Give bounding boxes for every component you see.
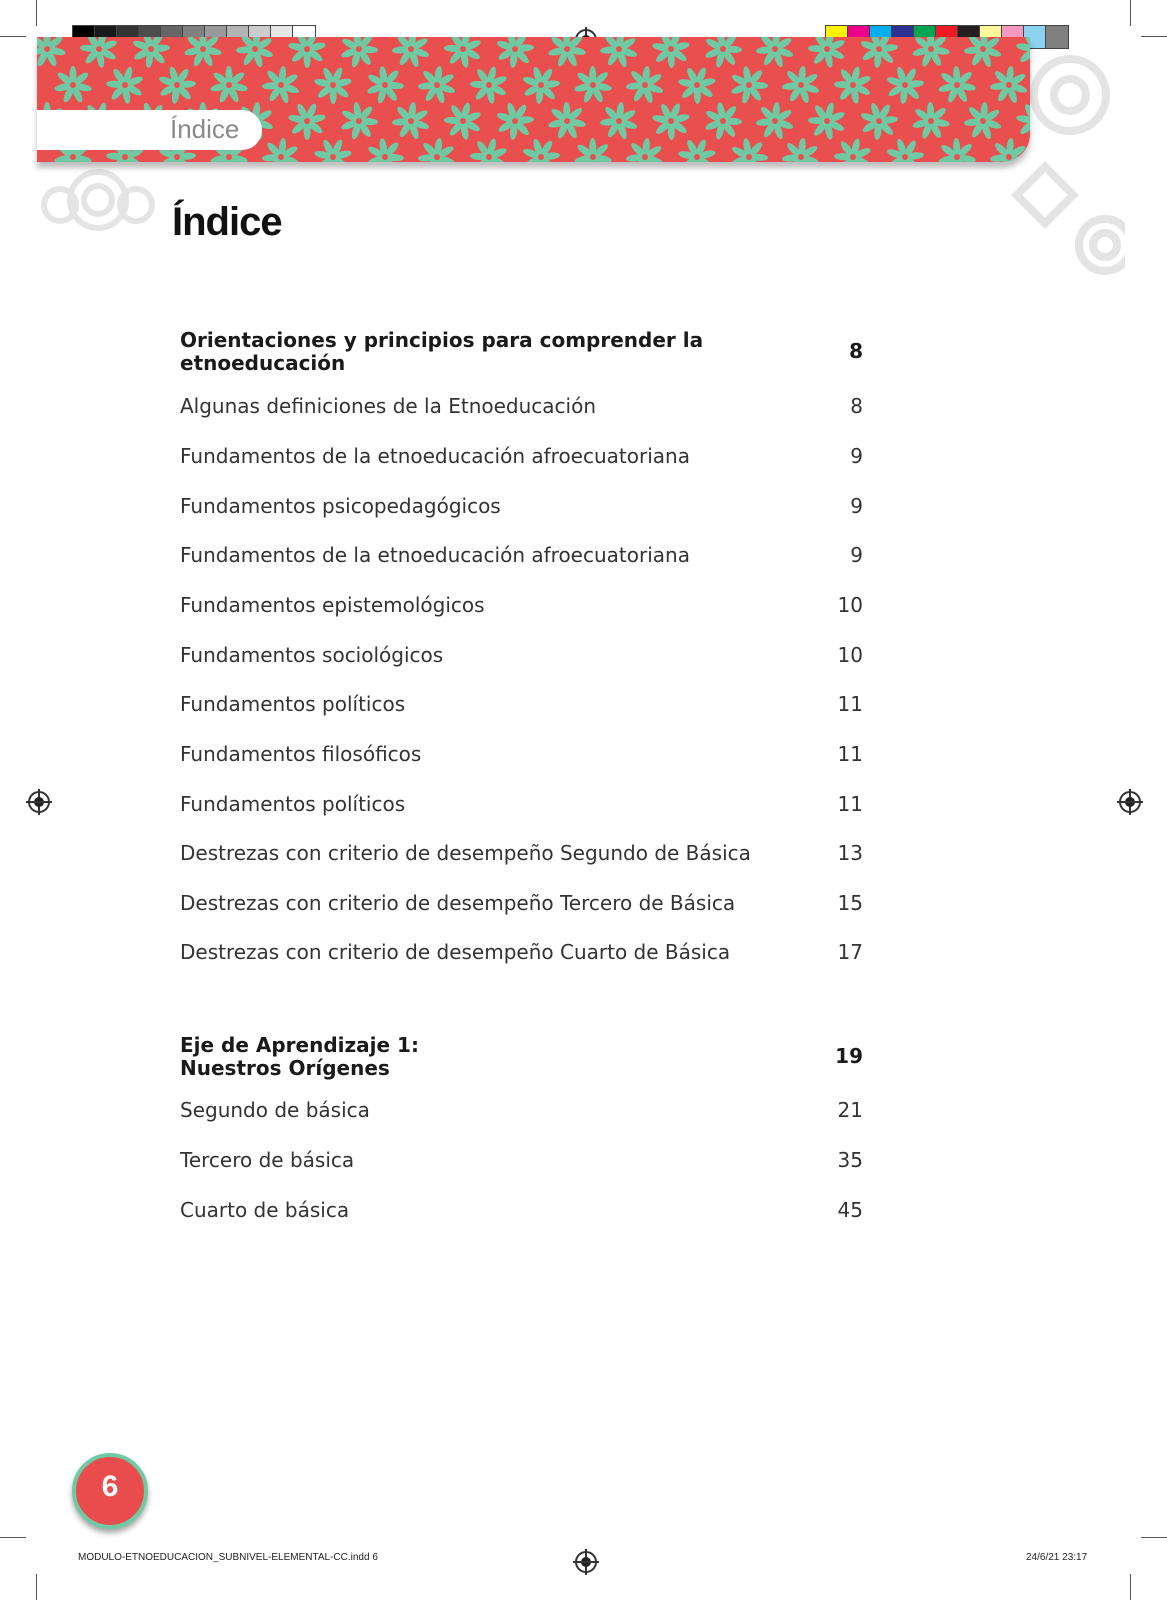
flower-icon xyxy=(804,98,851,144)
toc-heading-page: 8 xyxy=(849,339,863,363)
flower-icon xyxy=(259,63,302,106)
toc-item[interactable] xyxy=(180,394,863,418)
flower-icon xyxy=(830,134,877,162)
toc-item-page: 13 xyxy=(837,841,863,865)
toc-heading-line: Nuestros Orígenes xyxy=(180,1056,390,1080)
flower-icon xyxy=(566,58,620,112)
toc-item-page: 9 xyxy=(850,444,863,468)
toc-item-page: 11 xyxy=(837,742,863,766)
flower-icon xyxy=(411,131,463,162)
registration-mark-icon xyxy=(1119,791,1141,813)
flower-icon xyxy=(598,37,641,70)
toc-item[interactable] xyxy=(180,1148,863,1172)
flower-icon xyxy=(646,96,697,146)
flower-icon xyxy=(308,60,359,110)
flower-icon xyxy=(775,59,827,112)
flower-icon xyxy=(1010,37,1030,74)
toc-item-label: Fundamentos filosóficos xyxy=(180,742,422,766)
crop-mark xyxy=(1141,36,1167,37)
flower-icon xyxy=(1010,96,1030,146)
toc-item[interactable] xyxy=(180,543,863,567)
toc-item[interactable] xyxy=(180,742,863,766)
crop-mark xyxy=(0,36,26,37)
flower-icon xyxy=(624,136,667,162)
toc-item-page: 45 xyxy=(837,1198,863,1222)
flower-icon xyxy=(988,136,1030,162)
toc-item-label: Fundamentos políticos xyxy=(180,792,406,816)
flower-icon xyxy=(672,132,723,162)
toc-item-label: Destrezas con criterio de desempeño Cuarto de Básica xyxy=(180,940,731,964)
toc-item[interactable] xyxy=(180,643,863,667)
flower-icon xyxy=(465,133,512,162)
flower-icon xyxy=(879,59,932,111)
toc-item-page: 8 xyxy=(850,394,863,418)
page-title: Índice xyxy=(172,200,282,244)
flower-icon xyxy=(101,61,149,108)
flower-icon xyxy=(151,58,204,111)
flower-icon xyxy=(749,95,801,148)
flower-icon xyxy=(804,37,851,72)
flower-icon xyxy=(672,60,723,110)
crop-mark xyxy=(1130,1574,1131,1600)
toc-item-label: Segundo de básica xyxy=(180,1098,370,1122)
registration-mark-icon xyxy=(28,791,50,813)
flower-icon xyxy=(624,64,667,106)
toc-item-label: Algunas definiciones de la Etnoeducación xyxy=(180,394,597,418)
footer-date: 24/6/21 23:17 xyxy=(1026,1552,1088,1563)
flower-icon xyxy=(439,37,486,72)
flower-icon xyxy=(722,58,776,112)
flower-icon xyxy=(465,61,512,108)
toc-item-page: 15 xyxy=(837,891,863,915)
flower-icon xyxy=(598,100,641,142)
toc-item[interactable] xyxy=(180,792,863,816)
toc-item-page: 10 xyxy=(837,593,863,617)
flower-icon xyxy=(385,37,437,75)
toc-item-label: Fundamentos de la etnoeducación afroecuatoriana xyxy=(180,543,690,567)
toc-item[interactable] xyxy=(180,940,863,964)
flower-icon xyxy=(308,132,359,162)
flower-icon xyxy=(37,37,66,68)
flower-icon xyxy=(385,95,437,147)
page-number: 6 xyxy=(101,1470,119,1503)
toc-item-page: 17 xyxy=(837,940,863,964)
flower-icon xyxy=(930,58,984,112)
crop-mark xyxy=(0,1537,26,1538)
flower-icon xyxy=(962,37,1004,70)
toc-item-page: 9 xyxy=(850,543,863,567)
toc-heading-page: 19 xyxy=(835,1044,863,1068)
toc-item[interactable] xyxy=(180,692,863,716)
toc-item-label: Fundamentos de la etnoeducación afroecuatoriana xyxy=(180,444,690,468)
flower-icon xyxy=(358,58,412,112)
flower-icon xyxy=(282,96,333,146)
toc-item-label: Fundamentos epistemológicos xyxy=(180,593,485,617)
toc-item-label: Destrezas con criterio de desempeño Tercero de Básica xyxy=(180,891,736,915)
toc-item[interactable] xyxy=(180,494,863,518)
flower-icon xyxy=(233,37,276,70)
flower-icon xyxy=(830,62,877,108)
toc-item[interactable] xyxy=(180,891,863,915)
header-tab-label: Índice xyxy=(170,114,240,144)
flower-icon xyxy=(259,135,302,162)
flower-icon xyxy=(439,97,486,144)
flower-icon xyxy=(515,59,568,112)
toc-item-page: 21 xyxy=(837,1098,863,1122)
spiral-ornament-icon xyxy=(38,150,158,255)
toc-item-label: Destrezas con criterio de desempeño Segundo de Básica xyxy=(180,841,751,865)
footer-file-name: MODULO-ETNOEDUCACION_SUBNIVEL-ELEMENTAL-CC.indd 6 xyxy=(78,1552,378,1563)
toc-item-page: 9 xyxy=(850,494,863,518)
crop-mark xyxy=(1141,1537,1167,1538)
toc-heading-line: Eje de Aprendizaje 1: xyxy=(180,1033,419,1057)
toc-item-page: 35 xyxy=(837,1148,863,1172)
toc-item[interactable] xyxy=(180,444,863,468)
toc-item-label: Fundamentos sociológicos xyxy=(180,643,444,667)
crop-mark xyxy=(1130,0,1131,26)
toc-heading-line: Orientaciones y principios para comprender la xyxy=(180,328,704,352)
flower-icon xyxy=(988,64,1030,105)
toc-item-label: Cuarto de básica xyxy=(180,1198,350,1222)
toc-item-label: Tercero de básica xyxy=(180,1148,355,1172)
crop-mark xyxy=(36,1574,37,1600)
flower-icon xyxy=(962,100,1004,141)
toc-item[interactable] xyxy=(180,1098,863,1122)
flower-icon xyxy=(775,131,827,162)
toc-item-page: 10 xyxy=(837,643,863,667)
toc-item[interactable] xyxy=(180,1198,863,1222)
toc-heading-line: etnoeducación xyxy=(180,351,346,375)
flower-icon xyxy=(853,95,906,147)
toc-item-label: Fundamentos políticos xyxy=(180,692,406,716)
crop-mark xyxy=(36,0,37,26)
toc-section-heading[interactable] xyxy=(180,1034,863,1080)
toc-item-label: Fundamentos psicopedagógicos xyxy=(180,494,501,518)
flower-icon xyxy=(489,95,542,148)
flower-icon xyxy=(411,59,463,111)
toc-item[interactable] xyxy=(180,841,863,865)
registration-mark-icon xyxy=(575,1551,597,1573)
toc-item-page: 11 xyxy=(837,692,863,716)
toc-item[interactable] xyxy=(180,593,863,617)
flower-icon xyxy=(749,37,801,75)
flower-icon xyxy=(54,66,93,104)
toc-section-heading[interactable] xyxy=(180,329,863,375)
flower-icon xyxy=(125,37,178,75)
flower-icon xyxy=(75,37,123,72)
toc-item-page: 11 xyxy=(837,792,863,816)
